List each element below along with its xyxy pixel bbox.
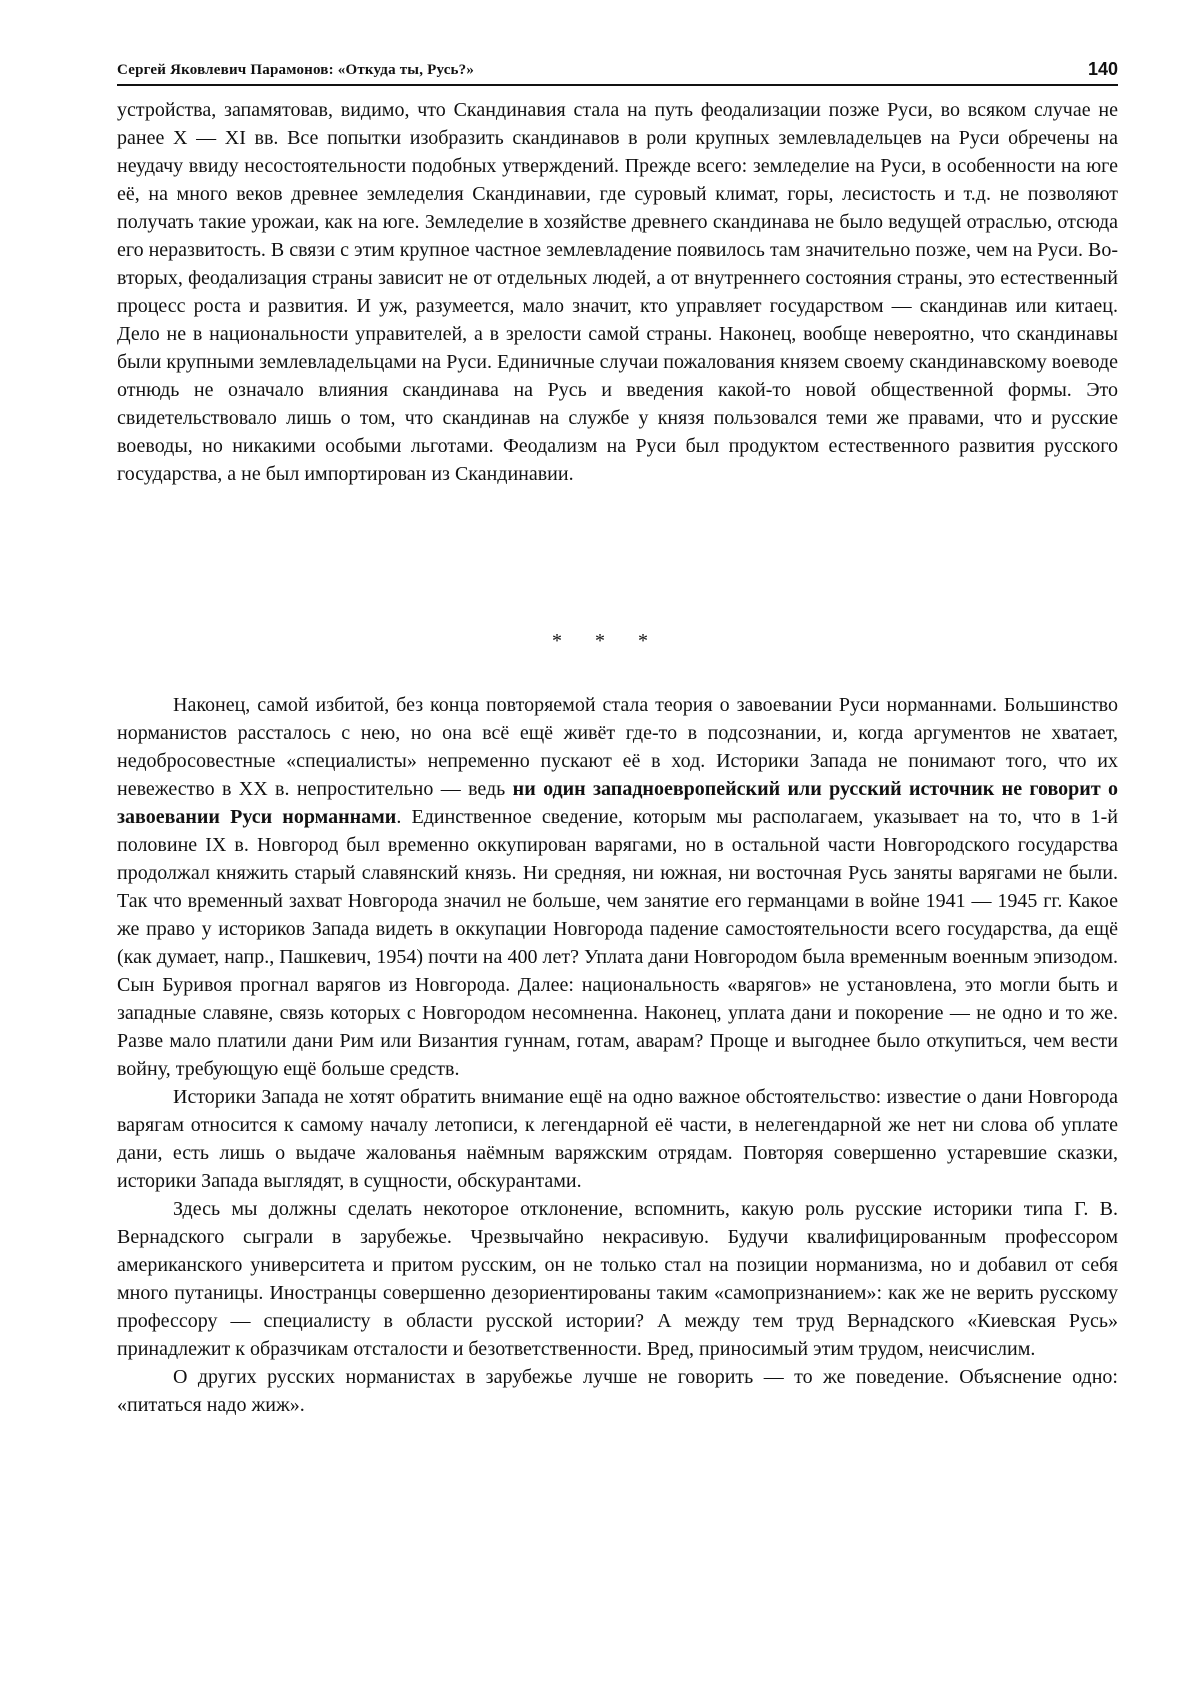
paragraph-2-text-end: . Единственное сведение, которым мы располагаем, указывает на то, что в 1-й половине IX в. Новгород был временно оккупирован варягами, но в остальной части Новгородского государства продолжал княжить старый славянский князь. Ни средняя, ни южная, ни восточная Русь заняты варягами не были. Так что временный захват Новгорода значил не больше, чем занятие его германцами в войне 1941 — 1945 гг. Какое же право у историков Запада видеть в оккупации Новгорода падение самостоятельности всего государства, да ещё (как думает, напр., Пашкевич, 1954) почти на 400 лет? Уплата дани Новгородом была временным военным эпизодом. Сын Буривоя прогнал варягов из Новгорода. Далее: национальность «варягов» не установлена, это могли быть и западные славяне, связь которых с Новгородом несомненна. Наконец, уплата дани и покорение — не одно и то же. Разве мало платили дани Рим или Византия гуннам, готам, аварам? Проще и выгоднее было откупиться, чем вести войну, требующую ещё больше средств. (117, 806, 1118, 1080)
text-block-bottom (117, 691, 1118, 1419)
page-number: 140 (1087, 59, 1118, 79)
header-title: Сергей Яковлевич Парамонов: «Откуда ты, Русь?» (117, 62, 475, 78)
paragraph-5: О других русских норманистах в зарубежье лучше не говорить — то же поведение. Объяснение одно: «питаться надо жиж». (117, 1366, 1118, 1416)
text-block-top (117, 96, 1118, 488)
paragraph-2-text-start: Наконец, самой избитой, без конца повторяемой стала теория о завоевании Руси норманнами. Большинство норманистов рассталось с нею, но она всё ещё живёт где-то в подсознании, и, когда аргументов не хватает, недобросовестные «специалисты» непременно пускают её в ход. Историки Запада не понимают того, что их невежество в XX в. непростительно — ведь (117, 694, 1118, 800)
running-header (117, 50, 1118, 86)
paragraph-1-text: устройства, запамятовав, видимо, что Скандинавия стала на путь феодализации позже Руси, во всяком случае не ранее X — XI вв. Все попытки изобразить скандинавов в роли крупных землевладельцев на Руси обречены на неудачу ввиду несостоятельности подобных утверждений. Прежде всего: земледелие на Руси, в особенности на юге её, на много веков древнее земледелия Скандинавии, где суровый климат, горы, лесистость и т.д. не позволяют получать такие урожаи, как на юге. Земледелие в хозяйстве древнего скандинава не было ведущей отраслью, отсюда его неразвитость. В связи с этим крупное частное землевладение появилось там значительно позже, чем на Руси. Во-вторых, феодализация страны зависит не от отдельных людей, а от внутреннего состояния страны, это естественный процесс роста и развития. И уж, разумеется, мало значит, кто управляет государством — скандинав или китаец. Дело не в национальности управителей, а в зрелости самой страны. Наконец, вообще невероятно, что скандинавы были крупными землевладельцами на Руси. Единичные случаи пожалования князем своему скандинавскому воеводе отнюдь не означало влияния скандинава на Русь и введения какой-то новой общественной формы. Это свидетельствовало лишь о том, что скандинав на службе у князя пользовался теми же правами, что и русские воеводы, но никакими особыми льготами. Феодализм на Руси был продуктом естественного развития русского государства, а не был импортирован из Скандинавии. (117, 99, 1118, 485)
section-separator: * * * (552, 630, 662, 652)
paragraph-3: Историки Запада не хотят обратить внимание ещё на одно важное обстоятельство: известие о дани Новгорода варягам относится к самому началу летописи, к легендарной её части, в нелегендарной же нет ни слова об уплате дани, есть лишь о выдаче жалованья наёмным варяжским отрядам. Повторяя совершенно устаревшие сказки, историки Запада выглядят, в сущности, обскурантами. (117, 1086, 1118, 1192)
paragraph-2-bold-text: ни один западноевропейский или русский источник не говорит о завоевании Руси норманнами (117, 778, 1119, 828)
paragraph-continuation (117, 96, 1118, 488)
paragraph-2 (117, 691, 1118, 1083)
paragraph-4: Здесь мы должны сделать некоторое отклонение, вспомнить, какую роль русские историки типа Г. В. Вернадского сыграли в зарубежье. Чрезвычайно некрасивую. Будучи квалифицированным профессором американского университета и притом русским, он не только стал на позиции норманизма, но и добавил от себя много путаницы. Иностранцы совершенно дезориентированы таким «самопризнанием»: как же не верить русскому профессору — специалисту в области русской истории? А между тем труд Вернадского «Киевская Русь» принадлежит к образчикам отсталости и безответственности. Вред, приносимый этим трудом, неисчислим. (117, 1198, 1118, 1360)
